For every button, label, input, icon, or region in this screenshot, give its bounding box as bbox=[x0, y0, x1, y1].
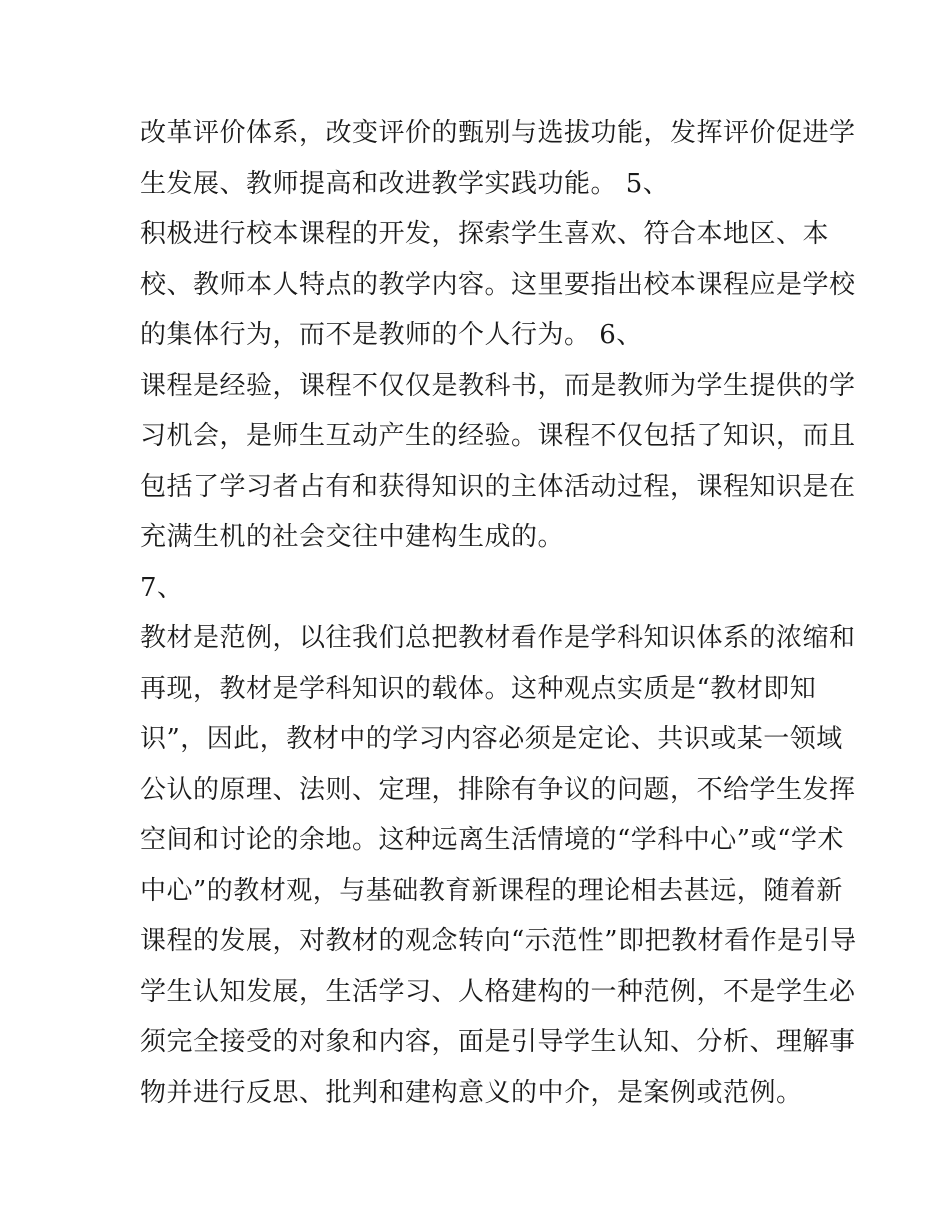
text-line: 课程是经验，课程不仅仅是教科书，而是教师为学生提供的学 bbox=[140, 370, 856, 401]
text-line: 学生认知发展，生活学习、人格建构的一种范例，不是学生必 bbox=[140, 976, 856, 1007]
text-line: 识”，因此，教材中的学习内容必须是定论、共识或某一领域 bbox=[140, 724, 843, 754]
text-line: 生发展、教师提高和改进教学实践功能。 5、 bbox=[140, 168, 670, 199]
text-line: 再现，教材是学科知识的载体。这种观点实质是“教材即知 bbox=[140, 673, 817, 704]
text-line: 校、教师本人特点的教学内容。这里要指出校本课程应是学校 bbox=[140, 269, 856, 300]
text-line: 教材是范例，以往我们总把教材看作是学科知识体系的浓缩和 bbox=[140, 623, 856, 653]
text-line: 须完全接受的对象和内容，面是引导学生认知、分析、理解事 bbox=[140, 1027, 856, 1057]
section-number: 7、 bbox=[140, 572, 184, 603]
text-line: 公认的原理、法则、定理，排除有争议的问题，不给学生发挥 bbox=[140, 774, 856, 805]
text-line: 物并进行反思、批判和建构意义的中介，是案例或范例。 bbox=[140, 1077, 803, 1108]
text-line: 充满生机的社会交往中建构生成的。 bbox=[140, 522, 565, 552]
text-line: 积极进行校本课程的开发，探索学生喜欢、符合本地区、本 bbox=[140, 219, 830, 249]
text-line: 包括了学习者占有和获得知识的主体活动过程，课程知识是在 bbox=[140, 471, 856, 502]
text-line: 课程的发展，对教材的观念转向“示范性”即把教材看作是引导 bbox=[140, 926, 857, 956]
body-text bbox=[140, 108, 857, 1118]
text-line: 空间和讨论的余地。这种远离生活情境的“学科中心”或“学术 bbox=[140, 825, 844, 855]
text-line: 的集体行为，而不是教师的个人行为。 6、 bbox=[140, 320, 643, 350]
text-line: 改革评价体系，改变评价的甄别与选拔功能，发挥评价促进学 bbox=[140, 118, 856, 148]
text-line: 习机会，是师生互动产生的经验。课程不仅包括了知识，而且 bbox=[140, 421, 856, 451]
text-line: 中心”的教材观，与基础教育新课程的理论相去甚远，随着新 bbox=[140, 875, 843, 906]
